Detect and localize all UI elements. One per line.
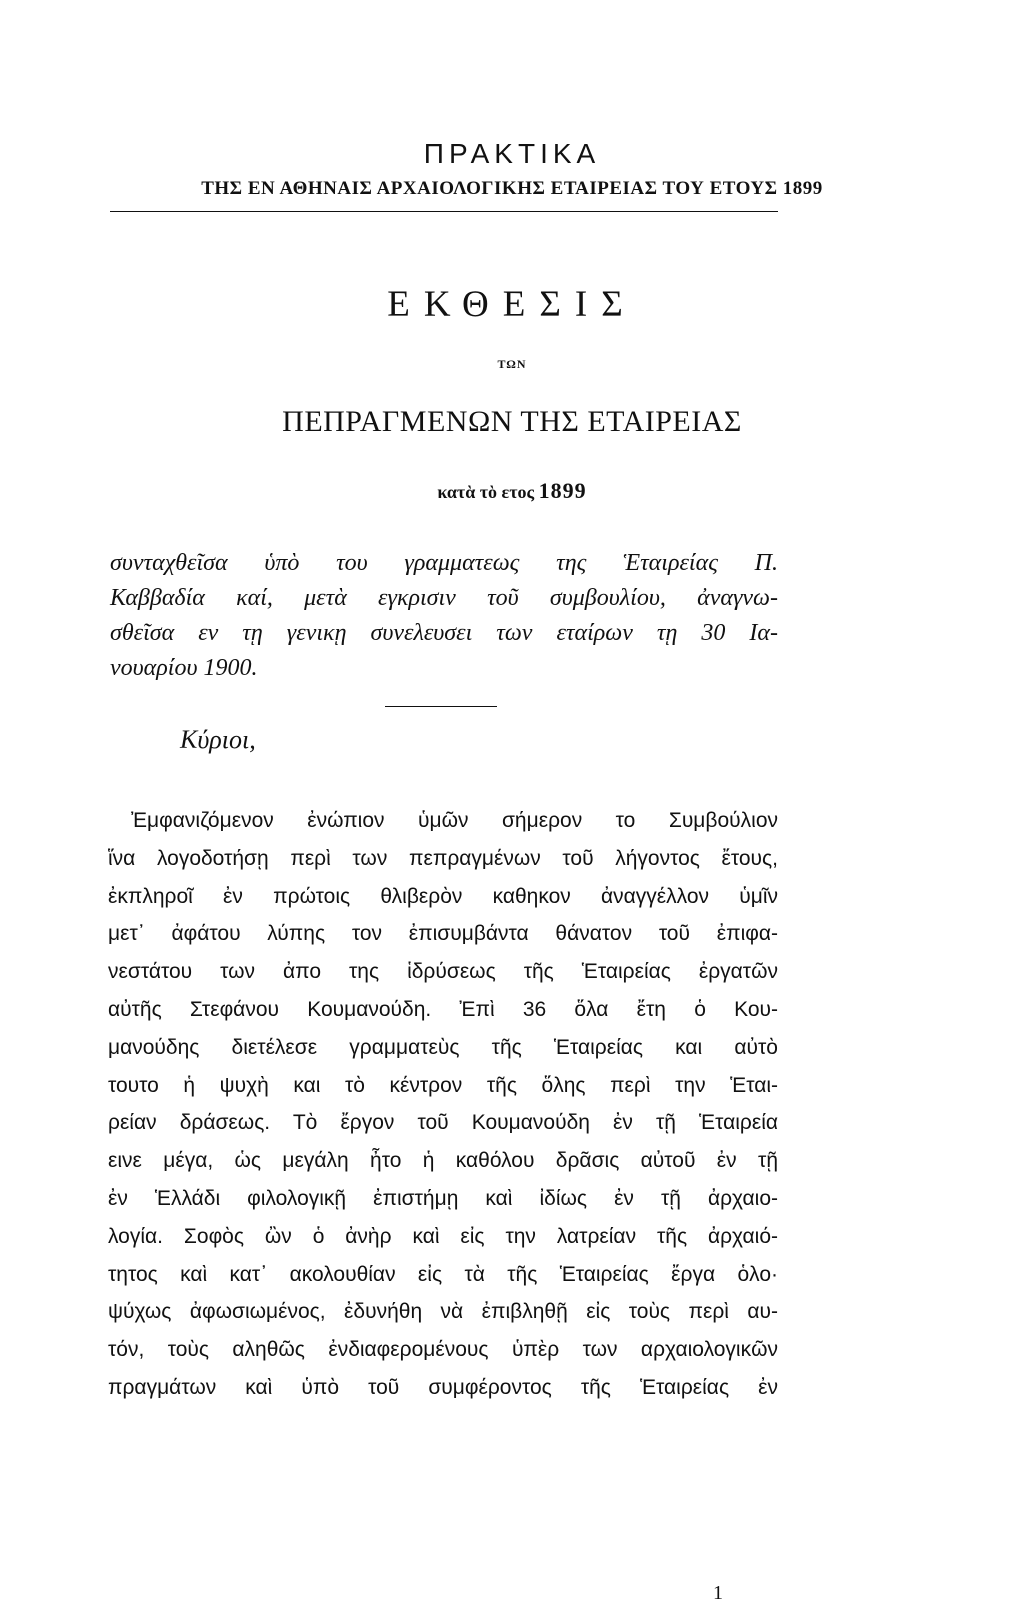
attribution-line: συνταχθεῖσα ὑπὸ του γραμματεως της Ἑταιρείας Π.	[110, 550, 778, 576]
attribution-line: Καββαδία καί, μετὰ εγκρισιν τοῦ συμβουλίου, ἀναγνω-	[110, 585, 778, 611]
body-line: αὐτῆς Στεφάνου Κουμανούδη. Ἐπὶ 36 ὅλα ἔτη ὁ Κου-	[108, 997, 778, 1021]
report-year: 1899	[538, 478, 587, 503]
body-line: ἐν Ἑλλάδι φιλολογικῇ ἐπιστήμῃ καὶ ἰδίως ἐν τῇ ἀρχαιο-	[108, 1186, 778, 1210]
attribution-line: νουαρίου 1900.	[110, 655, 258, 681]
body-line: ἵνα λογοδοτήσῃ περὶ των πεπραγμένων τοῦ λήγοντος ἔτους,	[108, 846, 778, 870]
report-title: ΕΚΘΕΣΙΣ	[387, 284, 637, 325]
running-subtitle: ΤΗΣ ΕΝ ΑΘΗΝΑΙΣ ΑΡΧΑΙΟΛΟΓΙΚΗΣ ΕΤΑΙΡΕΙΑΣ ΤΟΥ ΕΤΟΥΣ 1899	[201, 178, 823, 199]
salutation: Κύριοι,	[180, 725, 256, 754]
report-article: ΤΩΝ	[497, 357, 527, 371]
body-line: πραγμάτων καὶ ὑπὸ τοῦ συμφέροντος τῆς Ἑταιρείας ἐν	[108, 1375, 778, 1399]
body-line: ρείαν δράσεως. Τὸ ἔργον τοῦ Κουμανούδη ἐν τῇ Ἑταιρεία	[108, 1111, 778, 1135]
body-line: ψύχως ἀφωσιωμένος, ἐδυνήθη νὰ ἐπιβληθῇ εἰς τοὺς περὶ αυ-	[108, 1300, 778, 1324]
report-subject: ΠΕΠΡΑΓΜΕΝΩΝ ΤΗΣ ΕΤΑΙΡΕΙΑΣ	[282, 405, 742, 438]
year-prefix: κατὰ τὸ ετος	[437, 482, 535, 502]
body-text	[108, 802, 778, 1407]
body-line: τουτο ἡ ψυχὴ και τὸ κέντρον τῆς ὅλης περὶ την Ἑται-	[108, 1073, 778, 1097]
body-line: λογία. Σοφὸς ὢν ὁ ἀνὴρ καὶ εἰς την λατρείαν τῆς ἀρχαιό-	[108, 1224, 778, 1248]
running-title: ΠΡΑΚΤΙΚΑ	[423, 138, 601, 169]
body-line: Ἐμφανιζόμενον ἐνώπιον ὑμῶν σήμερον το Συμβούλιον	[131, 809, 778, 832]
page-number: 1	[713, 1582, 723, 1604]
body-line: μετ᾽ ἀφάτου λύπης τον ἐπισυμβάντα θάνατον τοῦ ἐπιφα-	[108, 922, 778, 946]
section-rule	[385, 706, 497, 707]
body-line: εινε μέγα, ὡς μεγάλη ἦτο ἡ καθόλου δρᾶσις αὐτοῦ ἐν τῇ	[108, 1149, 778, 1173]
body-line: τόν, τοὺς αληθῶς ἐνδιαφερομένους ὑπὲρ των αρχαιολογικῶν	[108, 1338, 778, 1362]
header-rule	[110, 211, 778, 212]
attribution	[110, 546, 778, 686]
body-line: νεστάτου των ἀπο της ἱδρύσεως τῆς Ἑταιρείας ἐργατῶν	[108, 960, 778, 984]
body-line: μανούδης διετέλεσε γραμματεὺς τῆς Ἑταιρείας και αὐτὸ	[108, 1035, 778, 1059]
body-line: ἐκπληροῖ ἐν πρώτοις θλιβερὸν καθηκον ἀναγγέλλον ὑμῖν	[108, 884, 778, 908]
attribution-line: σθεῖσα εν τῃ γενικῃ συνελευσει των εταίρων τῃ 30 Ια-	[110, 620, 778, 646]
report-year-line	[0, 478, 1024, 504]
body-line: τητος καὶ κατ᾽ ακολουθίαν εἰς τὰ τῆς Ἑταιρείας ἔργα ὁλο·	[108, 1262, 778, 1286]
